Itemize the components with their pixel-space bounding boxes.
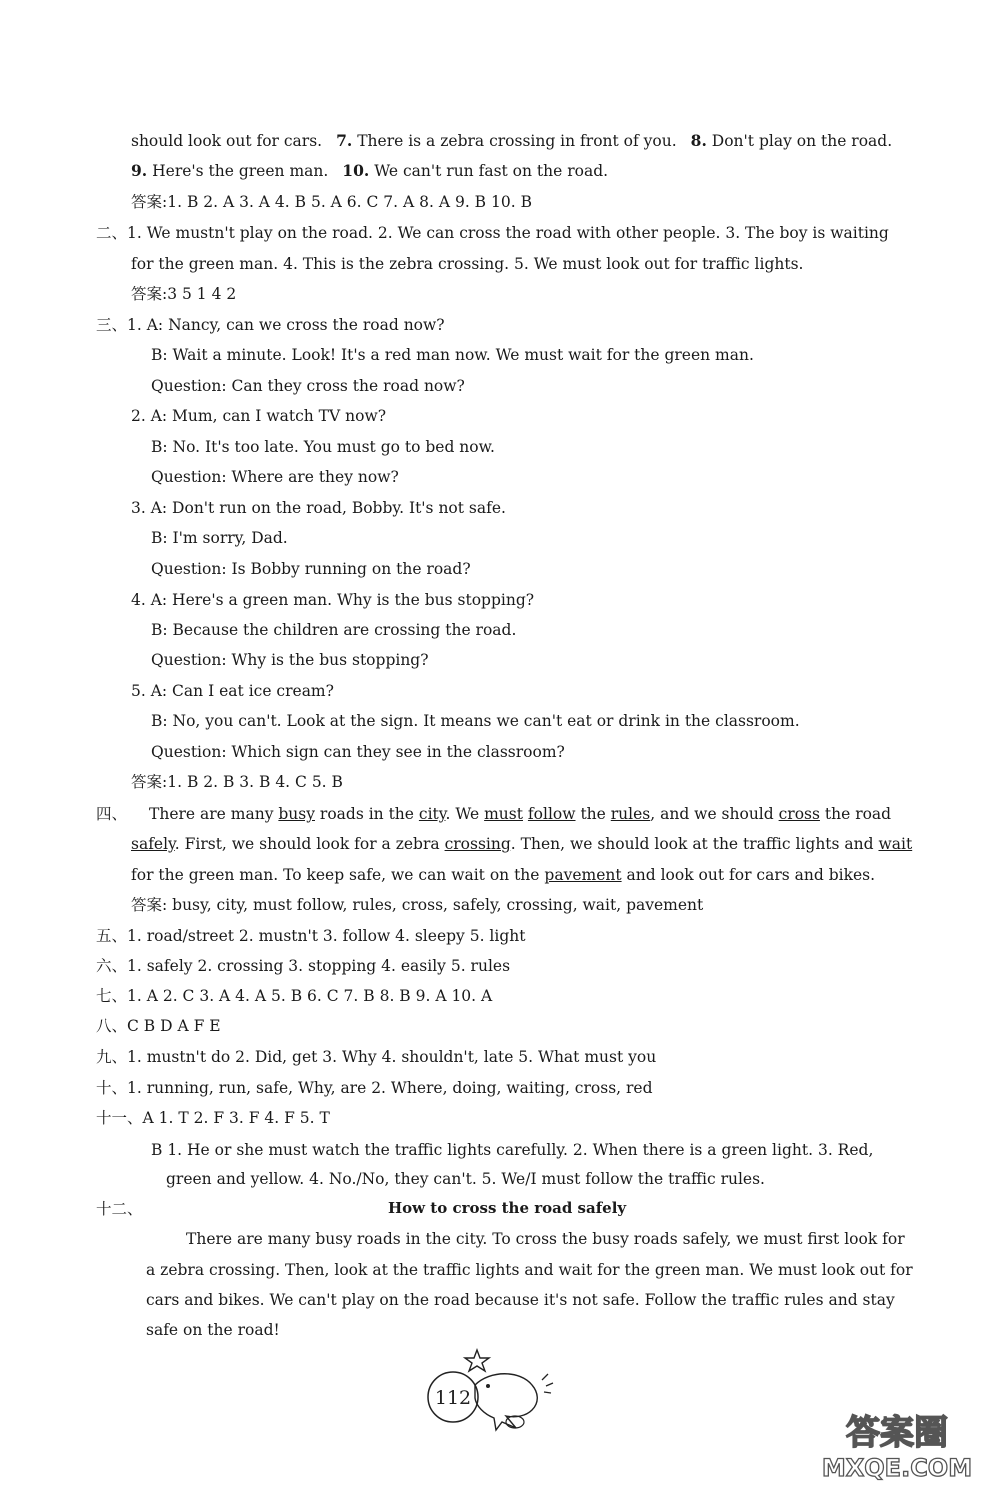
answer-line-1: 答案:1. B 2. A 3. A 4. B 5. A 6. C 7. A 8. A 9. B 10. B: [131, 193, 532, 211]
line-1: [131, 131, 892, 151]
blank-word: cross: [778, 805, 820, 823]
section-4-answer: 答案: busy, city, must follow, rules, cross, safely, crossing, wait, pavement: [131, 896, 704, 914]
blank-word: must: [484, 805, 523, 823]
section-3-item-3-b: B: I'm sorry, Dad.: [151, 529, 288, 547]
page-number: 112: [434, 1387, 472, 1409]
blank-word: follow: [527, 805, 576, 823]
section-3-item-3-a: 3. A: Don't run on the road, Bobby. It's not safe.: [131, 499, 506, 517]
text: , and we should: [650, 805, 779, 823]
text: 1. A: Nancy, can we cross the road now?: [127, 316, 445, 334]
text: for the green man. To keep safe, we can wait on the: [131, 866, 545, 884]
star-icon: [465, 1350, 489, 1371]
section-2-answer: 答案:3 5 1 4 2: [131, 285, 237, 303]
num: 7.: [336, 131, 353, 150]
section-5: 五、1. road/street 2. mustn't 3. follow 4. sleepy 5. light: [96, 927, 526, 945]
blank-word: busy: [278, 805, 315, 823]
section-number: 三、: [96, 316, 128, 334]
section-11-a: 十一、A 1. T 2. F 3. F 4. F 5. T: [96, 1109, 330, 1127]
section-3-item-3-q: Question: Is Bobby running on the road?: [151, 560, 471, 578]
section-3-item-2-b: B: No. It's too late. You must go to bed now.: [151, 438, 495, 456]
line-2: [131, 161, 608, 181]
blank-word: safely: [131, 835, 175, 853]
section-9: 九、1. mustn't do 2. Did, get 3. Why 4. shouldn't, late 5. What must you: [96, 1048, 657, 1066]
watermark-logo: 答案圈: [846, 1413, 948, 1453]
section-11-b-line-2: green and yellow. 4. No./No, they can't. 5. We/I must follow the traffic rules.: [166, 1170, 765, 1188]
section-number: 四、: [96, 805, 128, 823]
section-11-b-line-1: B 1. He or she must watch the traffic lights carefully. 2. When there is a green light. 3. Red,: [151, 1141, 874, 1159]
text: There is a zebra crossing in front of you.: [357, 132, 677, 150]
section-4-line-2: [131, 834, 912, 854]
text: We can't run fast on the road.: [374, 162, 609, 180]
section-2-line-2: for the green man. 4. This is the zebra crossing. 5. We must look out for traffic lights.: [131, 255, 804, 273]
blank-word: wait: [878, 835, 913, 853]
essay-line-4: safe on the road!: [146, 1321, 280, 1339]
section-3-item-1-q: Question: Can they cross the road now?: [151, 377, 465, 395]
essay-line-1: There are many busy roads in the city. To cross the busy roads safely, we must first look for: [186, 1230, 905, 1248]
section-3-item-4-a: 4. A: Here's a green man. Why is the bus stopping?: [131, 591, 535, 609]
section-3-item-5-b: B: No, you can't. Look at the sign. It means we can't eat or drink in the classroom.: [151, 712, 800, 730]
text: and look out for cars and bikes.: [621, 866, 876, 884]
section-7: 七、1. A 2. C 3. A 4. A 5. B 6. C 7. B 8. B 9. A 10. A: [96, 987, 493, 1005]
section-4-line-3: [131, 865, 875, 885]
section-3-item-1-a: [96, 315, 445, 335]
dolphin-illustration: [420, 1340, 570, 1440]
text: roads in the: [315, 805, 419, 823]
page-footer: [420, 1340, 570, 1440]
blank-word: crossing: [444, 835, 511, 853]
watermark: [802, 1404, 992, 1482]
text: . We: [445, 805, 485, 823]
section-3-item-1-b: B: Wait a minute. Look! It's a red man now. We must wait for the green man.: [151, 346, 754, 364]
section-3-answer: 答案:1. B 2. B 3. B 4. C 5. B: [131, 773, 343, 791]
section-number: 二、: [96, 224, 128, 242]
text: Here's the green man.: [152, 162, 329, 180]
section-3-item-4-b: B: Because the children are crossing the road.: [151, 621, 517, 639]
essay-title: How to cross the road safely: [388, 1199, 627, 1217]
section-3-item-5-q: Question: Which sign can they see in the classroom?: [151, 743, 565, 761]
section-3-item-5-a: 5. A: Can I eat ice cream?: [131, 682, 334, 700]
blank-word: city: [418, 805, 446, 823]
num: 10.: [342, 161, 370, 180]
section-3-item-4-q: Question: Why is the bus stopping?: [151, 651, 429, 669]
section-4-line-1: [96, 804, 891, 824]
section-3-item-2-q: Question: Where are they now?: [151, 468, 399, 486]
essay-line-3: cars and bikes. We can't play on the road because it's not safe. Follow the traffic rules and stay: [146, 1291, 895, 1309]
blank-word: rules: [610, 805, 651, 823]
text: 1. We mustn't play on the road. 2. We can cross the road with other people. 3. The boy is waiting: [127, 224, 889, 242]
section-10: 十、1. running, run, safe, Why, are 2. Where, doing, waiting, cross, red: [96, 1079, 653, 1097]
blank-word: pavement: [544, 866, 622, 884]
text: the road: [819, 805, 892, 823]
num: 8.: [690, 131, 707, 150]
essay-line-2: a zebra crossing. Then, look at the traffic lights and wait for the green man. We must look out for: [146, 1261, 913, 1279]
text: There are many: [149, 805, 279, 823]
section-2-line-1: [96, 223, 889, 243]
section-6: 六、1. safely 2. crossing 3. stopping 4. easily 5. rules: [96, 957, 511, 975]
text: . First, we should look for a zebra: [174, 835, 445, 853]
section-3-item-2-a: 2. A: Mum, can I watch TV now?: [131, 407, 387, 425]
num: 9.: [131, 161, 148, 180]
text: should look out for cars.: [131, 132, 323, 150]
section-12-number: 十二、: [96, 1200, 143, 1218]
text: . Then, we should look at the traffic lights and: [510, 835, 879, 853]
section-8: 八、C B D A F E: [96, 1017, 221, 1035]
text: Don't play on the road.: [711, 132, 893, 150]
watermark-url: MXQE.COM: [821, 1454, 973, 1482]
text: the: [575, 805, 611, 823]
